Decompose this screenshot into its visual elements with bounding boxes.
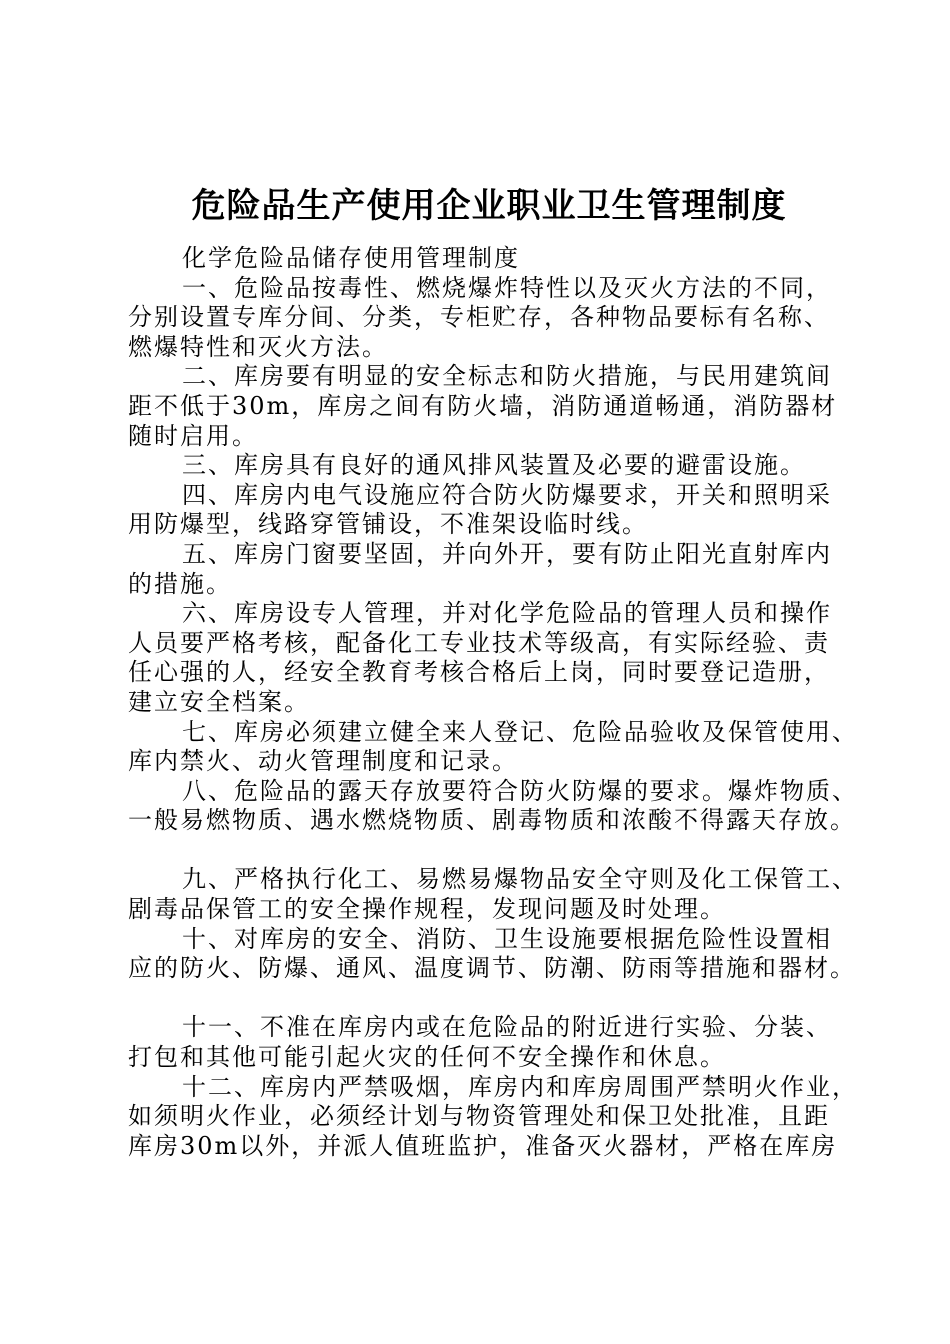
text-line: 随时启用。 — [128, 421, 258, 450]
text-line: 距不低于30m，库房之间有防火墙，消防通道畅通，消防器材 — [128, 391, 838, 420]
text-line: 六、库房设专人管理，并对化学危险品的管理人员和操作 — [182, 599, 832, 628]
text-line: 用防爆型，线路穿管铺设，不准架设临时线。 — [128, 510, 648, 539]
text-line: 如须明火作业，必须经计划与物资管理处和保卫处批准，且距 — [128, 1102, 830, 1131]
text-line: 九、严格执行化工、易燃易爆物品安全守则及化工保管工、 — [182, 865, 858, 894]
text-line: 十、对库房的安全、消防、卫生设施要根据危险性设置相 — [182, 924, 832, 953]
document-title: 危险品生产使用企业职业卫生管理制度 — [191, 186, 787, 226]
text-line: 十二、库房内严禁吸烟，库房内和库房周围严禁明火作业， — [182, 1072, 858, 1101]
text-line: 十一、不准在库房内或在危险品的附近进行实验、分装、 — [182, 1013, 832, 1042]
text-line: 库内禁火、动火管理制度和记录。 — [128, 747, 518, 776]
blank-line — [128, 984, 850, 1014]
text-line: 打包和其他可能引起火灾的任何不安全操作和休息。 — [128, 1043, 726, 1072]
text-line: 七、库房必须建立健全来人登记、危险品验收及保管使用、 — [182, 717, 858, 746]
text-line: 五、库房门窗要坚固，并向外开，要有防止阳光直射库内 — [182, 539, 832, 568]
blank-line — [128, 836, 850, 866]
text-line: 二、库房要有明显的安全标志和防火措施，与民用建筑间 — [182, 362, 832, 391]
document-page — [128, 182, 858, 1161]
text-line: 库房30m以外，并派人值班监护，准备灭火器材，严格在库房 — [128, 1131, 838, 1160]
text-line: 三、库房具有良好的通风排风装置及必要的避雷设施。 — [182, 451, 806, 480]
text-line: 任心强的人，经安全教育考核合格后上岗，同时要登记造册， — [128, 658, 830, 687]
text-line: 剧毒品保管工的安全操作规程，发现问题及时处理。 — [128, 895, 726, 924]
text-line: 化学危险品储存使用管理制度 — [182, 244, 520, 272]
text-line: 建立安全档案。 — [128, 687, 310, 716]
text-line: 八、危险品的露天存放要符合防火防爆的要求。爆炸物质、 — [182, 776, 858, 805]
text-line: 应的防火、防爆、通风、温度调节、防潮、防雨等措施和器材。 — [128, 954, 856, 983]
text-line: 燃爆特性和灭火方法。 — [128, 332, 388, 361]
text-line: 的措施。 — [128, 569, 232, 598]
text-line: 一、危险品按毒性、燃烧爆炸特性以及灭火方法的不同， — [182, 273, 832, 302]
text-line: 四、库房内电气设施应符合防火防爆要求，开关和照明采 — [182, 480, 832, 509]
text-line: 一般易燃物质、遇水燃烧物质、剧毒物质和浓酸不得露天存放。 — [128, 806, 856, 835]
text-line: 分别设置专库分间、分类，专柜贮存，各种物品要标有名称、 — [128, 303, 830, 332]
text-line: 人员要严格考核，配备化工专业技术等级高，有实际经验、责 — [128, 628, 830, 657]
document-body — [128, 244, 858, 1161]
